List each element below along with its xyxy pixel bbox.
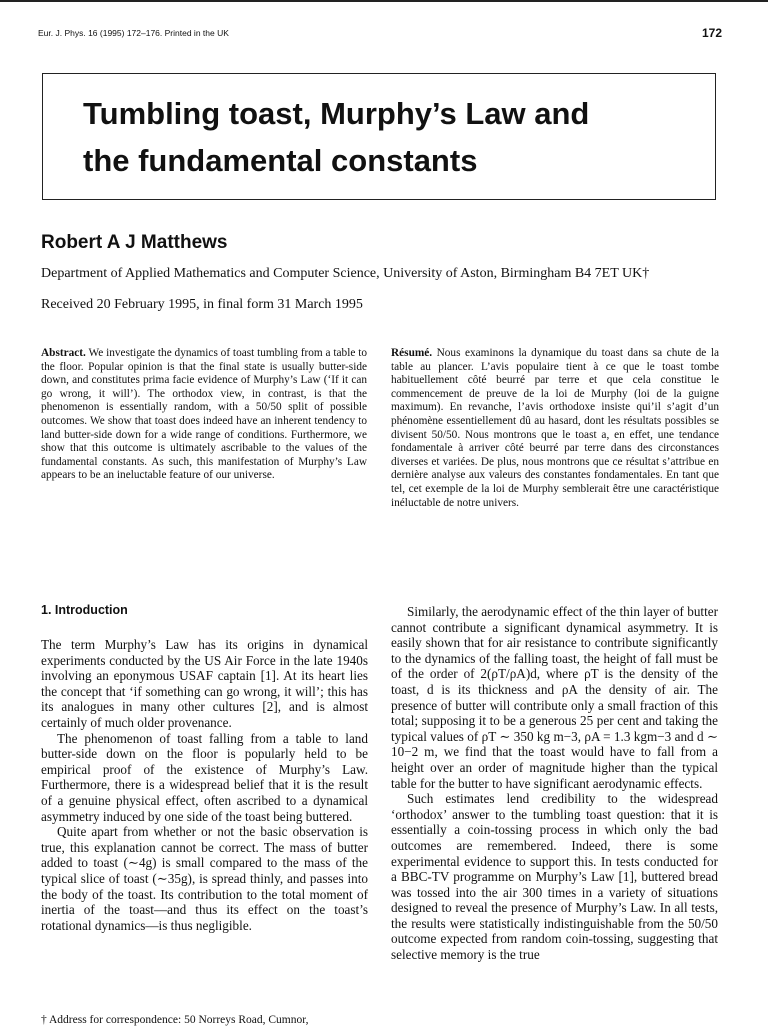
paragraph: Quite apart from whether or not the basic observation is true, this explanation cannot be correct. The mass of butter added to toast (∼4g) is small compared to the mass of the typical slice of toast (∼35g), is spread thinly, and passes into the body of the toast. Its contribution to the total moment of inertia of the toast—and thus its effect on the toast’s rotational dynamics—is thus negligible. bbox=[41, 824, 368, 933]
paragraph: The phenomenon of toast falling from a table to land butter-side down on the floor is popularly held to be empirical proof of the existence of Murphy’s Law. Furthermore, there is a widespread belief that it is the result of a genuine physical effect, often ascribed to a dynamical asymmetry induced by one side of the toast being buttered. bbox=[41, 730, 368, 824]
section-heading: 1. Introduction bbox=[41, 603, 128, 617]
journal-citation: Eur. J. Phys. 16 (1995) 172–176. Printed in the UK bbox=[38, 28, 229, 38]
paragraph: Similarly, the aerodynamic effect of the thin layer of butter cannot contribute a significant dynamical asymmetry. It is easily shown that for air resistance to contribute significantly to the dynamics of the falling toast, the height of fall must be of the order of 2(ρT/ρA)d, where ρT is the density of the toast, d is its thickness and ρA the density of air. The presence of butter will contribute only a small fraction of this total; supposing it to be a generous 25 per cent and taking the typical values of ρT ∼ 350 kg m−3, ρA = 1.3 kgm−3 and d ∼ 10−2 m, we find that the toast would have to fall from a height over an order of magnitude higher than the typical table for the butter to have significant aerodynamic effects. bbox=[391, 604, 718, 791]
abstract-text: We investigate the dynamics of toast tumbling from a table to the floor. Popular opinion is that the final state is usually butter-side down, and constitutes prima facie evidence of Murphy’s Law (‘If it can go wrong, it will’). The orthodox view, in contrast, is that the phenomenon is essentially random, with a 50/50 split of possible outcomes. We show that toast does indeed have an inherent tendency to land butter-side down for a wide range of conditions. Furthermore, we show that this outcome is ultimately ascribable to the values of the fundamental constants. As such, this manifestation of Murphy’s Law appears to be an ineluctable feature of our universe. bbox=[41, 347, 367, 482]
resume-label: Résumé. bbox=[391, 347, 433, 359]
paragraph: The term Murphy’s Law has its origins in dynamical experiments conducted by the US Air Force in the late 1940s involving an eponymous USAF captain [1]. At its heart lies the concept that ‘if something can go wrong, it will’; this has its analogues in many other cultures [2], and is almost certainly of much older provenance. bbox=[41, 637, 368, 730]
top-rule bbox=[0, 0, 768, 2]
title-line-1: Tumbling toast, Murphy’s Law and bbox=[83, 96, 590, 131]
author-name: Robert A J Matthews bbox=[41, 232, 228, 253]
affiliation: Department of Applied Mathematics and Computer Science, University of Aston, Birmingham B4 7ET UK† bbox=[41, 266, 650, 281]
abstract-label: Abstract. bbox=[41, 347, 86, 359]
paper-title bbox=[83, 90, 703, 184]
page-number: 172 bbox=[701, 26, 722, 40]
abstract bbox=[41, 347, 367, 483]
title-box bbox=[42, 73, 716, 200]
resume bbox=[391, 347, 719, 510]
received-date: Received 20 February 1995, in final form 31 March 1995 bbox=[41, 297, 363, 312]
resume-text: Nous examinons la dynamique du toast dans sa chute de la table au plancer. L’avis populaire tient à ce que le toast tombe habituellement côté beurré par terre et que cela constitue le commencement de preuve de la loi de Murphy (loi de la guigne maximum). En revanche, l’avis orthodoxe insiste qui’il s’agit d’un phénomène essentiellement dû au hasard, dont les résultats possibles se divisent 50/50. Nous montrons que le toast a, en effet, une tendance fondamentale à arriver côté beurré par terre dans des circonstances diverses et variées. De plus, nous montrons que ce résultat s’attribue en dernière analyse aux valeurs des constantes fondamentales. En tant que tel, cet exemple de la loi de Murphy semblerait être une caractéristique inéluctable de notre univers. bbox=[391, 347, 719, 509]
title-line-2: the fundamental constants bbox=[83, 143, 478, 178]
paragraph: Such estimates lend credibility to the widespread ‘orthodox’ answer to the tumbling toast question: that it is essentially a coin-tossing process in which only the bad outcomes are remembered. Indeed, there is some experimental evidence to support this. In tests conducted for a BBC-TV programme on Murphy’s Law [1], buttered bread was tossed into the air 300 times in a variety of situations designed to reveal the presence of Murphy’s Law. In all tests, the results were statistically indistinguishable from the 50/50 outcome expected from random coin-tossing, suggesting that selective memory is the true bbox=[391, 791, 718, 963]
footnote: † Address for correspondence: 50 Norreys Road, Cumnor, bbox=[41, 1014, 309, 1026]
body-column-left bbox=[41, 637, 368, 933]
body-column-right bbox=[391, 604, 718, 963]
